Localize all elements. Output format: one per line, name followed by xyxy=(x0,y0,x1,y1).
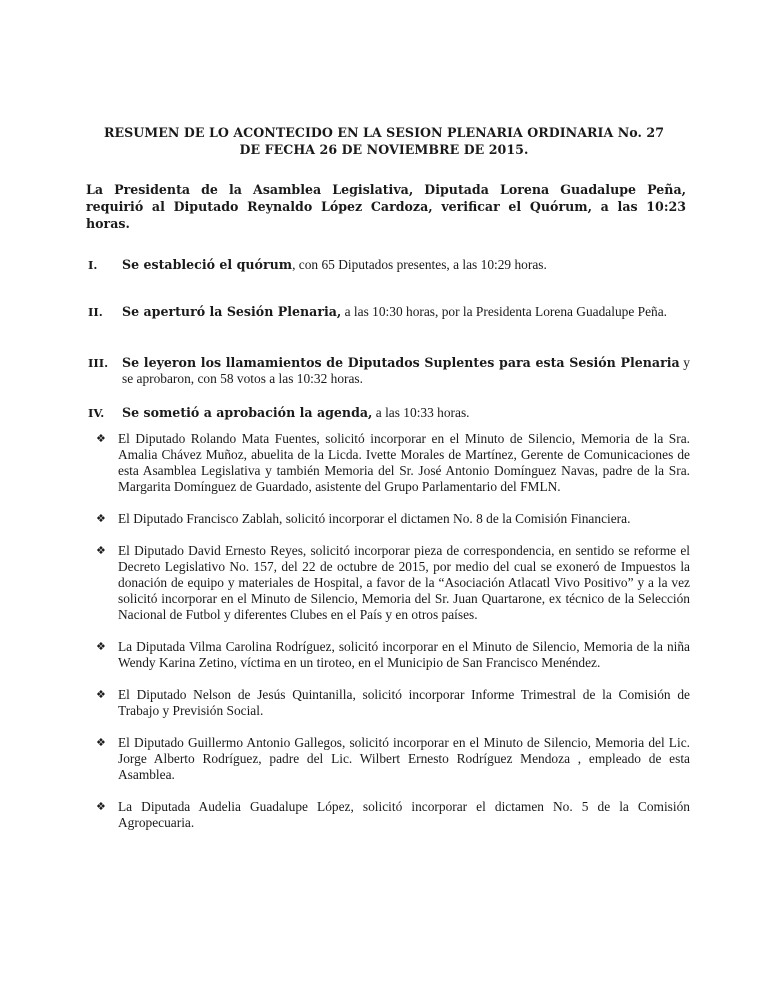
section-text xyxy=(122,355,690,387)
list-item xyxy=(96,735,690,783)
section-heading: Se sometió a aprobación la agenda, xyxy=(122,405,373,420)
list-item-text: La Diputada Vilma Carolina Rodríguez, solicitó incorporar en el Minuto de Silencio, Memoria de la niña Wendy Karina Zetino, víctima en un tiroteo, en el Municipio de San Francisco Menéndez. xyxy=(118,639,690,670)
list-item-text: El Diputado Rolando Mata Fuentes, solicitó incorporar en el Minuto de Silencio, Memoria de la Sra. Amalia Chávez Muñoz, abuelita de la Licda. Ivette Morales de Martínez, Gerente de Comunicaciones de esta Asamblea Legislativa y también Memoria del Sr. José Antonio Domínguez Navas, padre de la Sra. Margarita Domínguez de Guardado, asistente del Grupo Parlamentario del FMLN. xyxy=(118,431,690,494)
diamond-bullet-icon: ❖ xyxy=(96,640,106,653)
section-heading: Se leyeron los llamamientos de Diputados Suplentes para esta Sesión Plenaria xyxy=(122,355,680,370)
list-item-text: El Diputado Guillermo Antonio Gallegos, solicitó incorporar en el Minuto de Silencio, Memoria del Lic. Jorge Alberto Rodríguez, padre del Lic. Wilbert Ernesto Rodríguez Mendoza , empleado de esta Asamblea. xyxy=(118,735,690,782)
list-item xyxy=(96,639,690,671)
diamond-bullet-icon: ❖ xyxy=(96,688,106,701)
diamond-bullet-icon: ❖ xyxy=(96,544,106,557)
title-line-1: RESUMEN DE LO ACONTECIDO EN LA SESION PLENARIA ORDINARIA No. 27 xyxy=(103,125,665,140)
section-4 xyxy=(88,405,690,421)
section-heading: Se aperturó la Sesión Plenaria, xyxy=(122,304,342,319)
section-detail: y se aprobaron, con 58 votos a las 10:32 horas. xyxy=(122,355,691,386)
list-item xyxy=(96,511,690,527)
section-text xyxy=(122,304,690,320)
diamond-bullet-icon: ❖ xyxy=(96,432,106,445)
list-item xyxy=(96,543,690,623)
section-numeral: I. xyxy=(88,258,98,272)
section-text xyxy=(122,405,690,421)
section-numeral: III. xyxy=(88,356,109,370)
list-item-text: El Diputado Nelson de Jesús Quintanilla, solicitó incorporar Informe Trimestral de la Comisión de Trabajo y Previsión Social. xyxy=(118,687,690,718)
diamond-bullet-icon: ❖ xyxy=(96,800,106,813)
list-item xyxy=(96,431,690,495)
document-title xyxy=(88,124,680,158)
intro-paragraph: La Presidenta de la Asamblea Legislativa, Diputada Lorena Guadalupe Peña, requirió al Diputado Reynaldo López Cardoza, verificar el Quórum, a las 10:23 horas. xyxy=(86,182,686,231)
section-numeral: IV. xyxy=(88,406,105,420)
list-item-text: El Diputado Francisco Zablah, solicitó incorporar el dictamen No. 8 de la Comisión Financiera. xyxy=(118,511,631,526)
list-item xyxy=(96,799,690,831)
list-item xyxy=(96,687,690,719)
agenda-requests-list xyxy=(96,431,690,847)
diamond-bullet-icon: ❖ xyxy=(96,512,106,525)
section-detail: a las 10:30 horas, por la Presidenta Lorena Guadalupe Peña. xyxy=(341,304,668,319)
section-1 xyxy=(88,257,690,273)
section-detail: , con 65 Diputados presentes, a las 10:29 horas. xyxy=(292,257,547,272)
section-2 xyxy=(88,304,690,320)
section-detail: a las 10:33 horas. xyxy=(372,405,470,420)
diamond-bullet-icon: ❖ xyxy=(96,736,106,749)
section-numeral: II. xyxy=(88,305,103,319)
section-3 xyxy=(88,355,690,387)
section-heading: Se estableció el quórum xyxy=(122,257,293,272)
section-text xyxy=(122,257,690,273)
list-item-text: El Diputado David Ernesto Reyes, solicitó incorporar pieza de correspondencia, en sentido se reforme el Decreto Legislativo No. 157, del 22 de octubre de 2015, por medio del cual se exoneró de Impuestos la donación de equipo y materiales de Hospital, a favor de la “Asociación Atlacatl Vivo Positivo” y a la vez solicitó incorporar en el Minuto de Silencio, Memoria del Sr. Juan Quartarone, ex técnico de la Selección Nacional de Futbol y diferentes Clubes en el País y en otros países. xyxy=(118,543,690,622)
title-line-2: DE FECHA 26 DE NOVIEMBRE DE 2015. xyxy=(239,142,529,157)
list-item-text: La Diputada Audelia Guadalupe López, solicitó incorporar el dictamen No. 5 de la Comisión Agropecuaria. xyxy=(118,799,690,830)
